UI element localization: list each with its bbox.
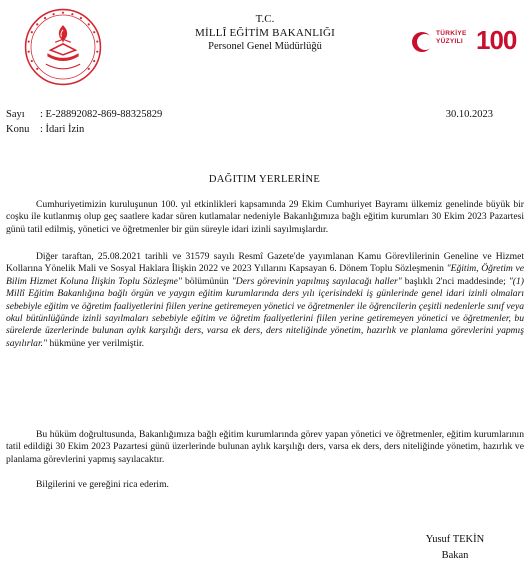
p2-part-c: bölümünün — [181, 275, 232, 287]
paragraph-3 — [6, 429, 524, 466]
logo-100: 100 — [476, 25, 517, 55]
ministry-seal-logo — [24, 8, 102, 86]
p2-part-g: hükmüne yer verilmiştir. — [47, 337, 145, 349]
p2-part-b-italic: "Eğitim, Öğretim ve Bilim Hizmet Koluna İlişkin Toplu Sözleşme" — [6, 263, 524, 287]
konu-value: : İdari İzin — [40, 124, 85, 135]
signer-name: Yusuf TEKİN — [425, 534, 485, 545]
paragraph-1-text: Cumhuriyetimizin kuruluşunun 100. yıl etkinlikleri kapsamında 29 Ekim Cumhuriyet Bayramı ülkemiz genelinde büyük bir coşku ile kutlanmış olup geç saatlere kadar süren kutlamalar nedeniyle Bakanlığımıza bağlı eğitim kurumları 30 Ekim 2023 Pazartesi günü tatil edilmiş, yönetici ve öğretmenler bir gün süreyle idari izinli sayılmışlardır. — [6, 199, 524, 235]
p2-part-d-italic: "Ders görevinin yapılmış sayılacağı haller" — [231, 275, 402, 287]
p2-part-f-italic: "(1) Millî Eğitim Bakanlığına bağlı örgün ve yaygın eğitim kurumlarında ders yılı içerisindeki iş günlerinde genel idari izinli olmaları sebebiyle eğitim ve öğretim faaliyetlerini fiilen yerine getiremeyen yönetici ve öğretmenler ile öğrencilerin çeşitli nedenlerle sınıf veya okul bütünlüğünde izinli sayılmaları sebebiyle eğitim ve öğretim faaliyetlerini fiilen yerine getiremeyen yönetici ve öğretmenler, bu sürelerde üzerlerinde bulunan aylık karşılığı ders, varsa ek ders, ders niteliğinde yönetim, hazırlık ve planlama görevlerini yapmış sayılırlar." — [6, 275, 524, 349]
distribution-title: DAĞITIM YERLERİNE — [208, 174, 321, 185]
header-line-tc: T.C. — [255, 13, 275, 25]
header-ministry-name: MİLLÎ EĞİTİM BAKANLIĞI — [194, 27, 336, 39]
paragraph-2-text — [6, 251, 524, 350]
paragraph-2 — [6, 251, 524, 350]
document-date: 30.10.2023 — [445, 109, 493, 120]
paragraph-1 — [6, 199, 524, 236]
crescent-icon — [410, 30, 434, 54]
logo-text-line2: YÜZYILI — [436, 38, 464, 45]
logo-text — [436, 30, 467, 46]
paragraph-3-text: Bu hüküm doğrultusunda, Bakanlığımıza bağlı eğitim kurumlarında görev yapan yönetici ve öğretmenler, eğitim kurumlarının tatil edildiği 30 Ekim 2023 Pazartesi günü üzerlerinde bulunan aylık karşılığı ders, varsa ek ders, ders niteliğinde yönetim, hazırlık ve planlama görevlerini yapmış sayılacaktır. — [6, 429, 524, 465]
konu-label: Konu — [6, 124, 30, 135]
header-directorate: Personel Genel Müdürlüğü — [208, 41, 322, 52]
letterhead — [150, 12, 380, 54]
signature-block — [420, 532, 490, 564]
signer-title: Bakan — [441, 550, 469, 561]
sayi-label: Sayı — [6, 109, 25, 120]
paragraph-4-text: Bilgilerini ve gereğini rica ederim. — [36, 479, 169, 490]
turkiye-yuzyili-logo — [410, 26, 522, 60]
sayi-value: : E-28892082-869-88325829 — [40, 109, 163, 120]
paragraph-4 — [6, 479, 524, 491]
p2-part-a: Diğer taraftan, 25.08.2021 tarihli ve 31579 sayılı Resmî Gazete'de yayımlanan Kamu Görevlilerinin Geneline ve Hizmet Kollarına Yönelik Mali ve Sosyal Haklara İlişkin 2022 ve 2023 Yıllarını Kapsayan 6. Dönem Toplu Sözleşmenin — [6, 251, 524, 275]
logo-text-line1: TÜRKİYE — [436, 30, 467, 37]
p2-part-e: başlıklı 2'nci maddesinde; — [401, 275, 509, 287]
